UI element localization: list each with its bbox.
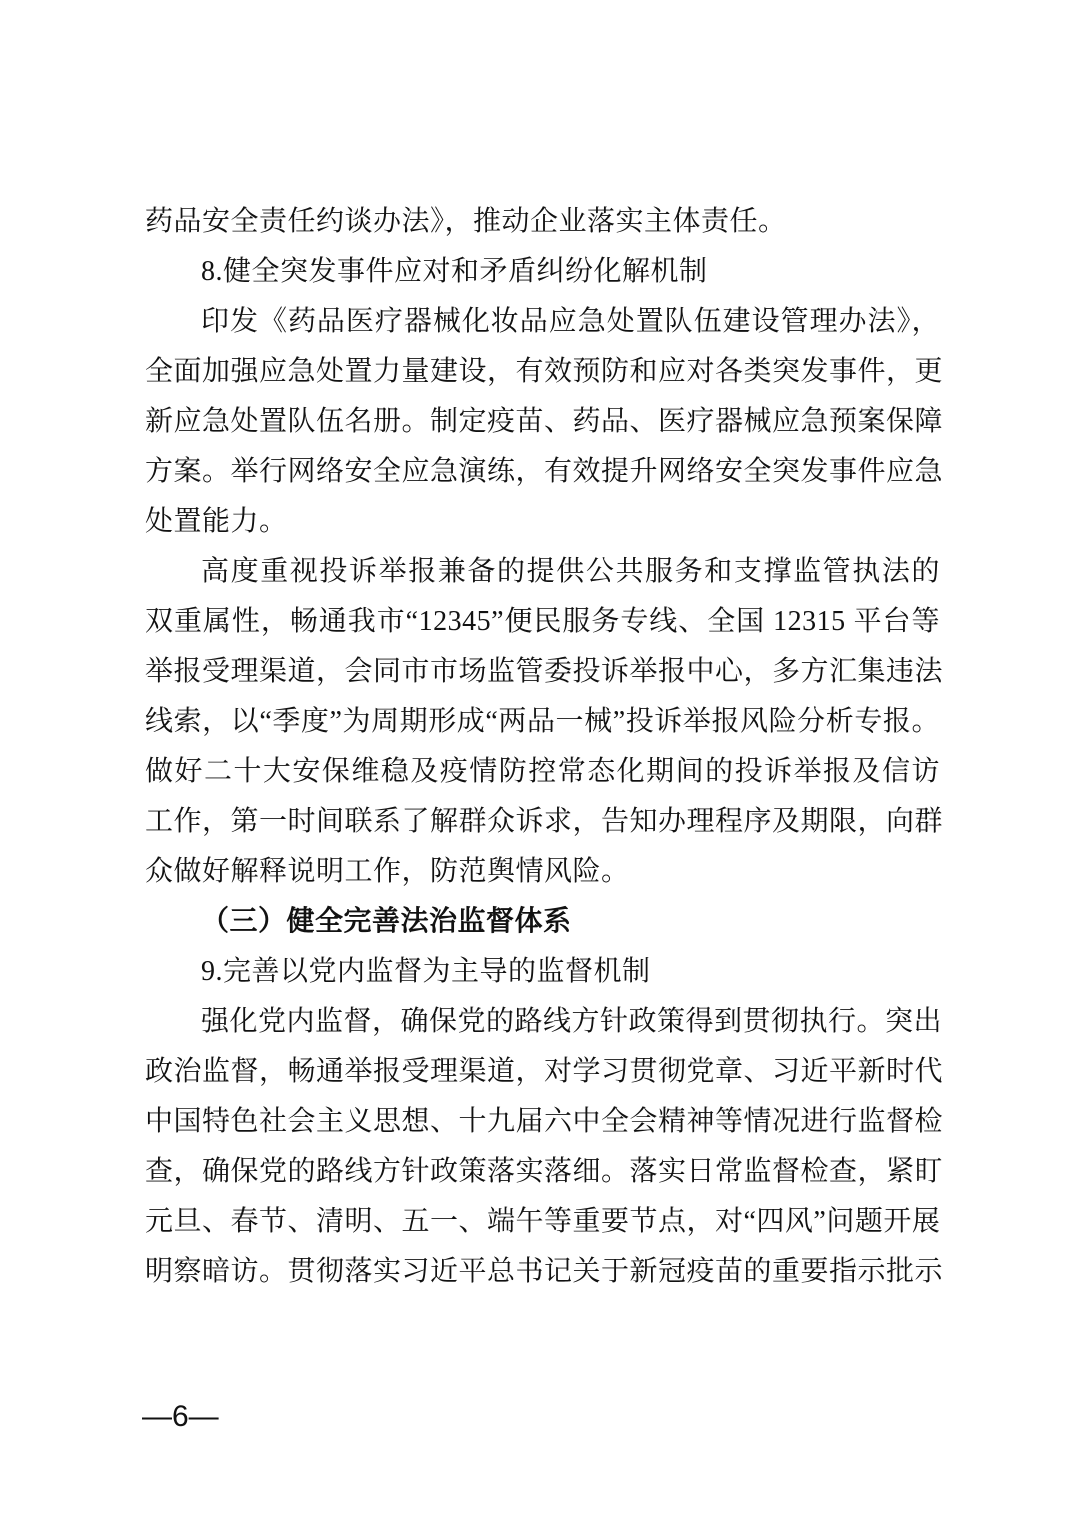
page-number: —6— bbox=[142, 1400, 219, 1433]
text-line: 明察暗访。贯彻落实习近平总书记关于新冠疫苗的重要指示批示 bbox=[145, 1256, 944, 1287]
text-line: 政治监督，畅通举报受理渠道，对学习贯彻党章、习近平新时代 bbox=[145, 1056, 944, 1087]
text-line: 高度重视投诉举报兼备的提供公共服务和支撑监管执法的 bbox=[201, 556, 940, 587]
text-line: 查，确保党的路线方针政策落实落细。落实日常监督检查，紧盯 bbox=[145, 1156, 944, 1187]
text-line: 强化党内监督，确保党的路线方针政策得到贯彻执行。突出 bbox=[201, 1006, 943, 1037]
text-line: 中国特色社会主义思想、十九届六中全会精神等情况进行监督检 bbox=[145, 1106, 944, 1137]
text-line: 线索，以“季度”为周期形成“两品一械”投诉举报风险分析专报。 bbox=[145, 706, 940, 737]
text-line: 9.完善以党内监督为主导的监督机制 bbox=[201, 956, 651, 987]
text-line: 元旦、春节、清明、五一、端午等重要节点，对“四风”问题开展 bbox=[145, 1206, 941, 1237]
text-line: 做好二十大安保维稳及疫情防控常态化期间的投诉举报及信访 bbox=[145, 756, 940, 787]
text-line: 众做好解释说明工作，防范舆情风险。 bbox=[145, 856, 630, 887]
text-line: （三）健全完善法治监督体系 bbox=[201, 906, 572, 937]
text-line: 工作，第一时间联系了解群众诉求，告知办理程序及期限，向群 bbox=[145, 806, 944, 837]
text-line: 药品安全责任约谈办法》，推动企业落实主体责任。 bbox=[145, 206, 787, 237]
text-line: 印发《药品医疗器械化妆品应急处置队伍建设管理办法》， bbox=[201, 306, 940, 337]
text-line: 新应急处置队伍名册。制定疫苗、药品、医疗器械应急预案保障 bbox=[145, 406, 944, 437]
document-body bbox=[145, 197, 944, 1297]
text-line: 双重属性，畅通我市“12345”便民服务专线、全国 12315 平台等 bbox=[145, 606, 940, 637]
text-line: 处置能力。 bbox=[145, 506, 288, 537]
text-line: 方案。举行网络安全应急演练，有效提升网络安全突发事件应急 bbox=[145, 456, 944, 487]
text-line: 8.健全突发事件应对和矛盾纠纷化解机制 bbox=[201, 256, 708, 287]
text-line: 举报受理渠道，会同市市场监管委投诉举报中心，多方汇集违法 bbox=[145, 656, 944, 687]
text-line: 全面加强应急处置力量建设，有效预防和应对各类突发事件，更 bbox=[145, 356, 944, 387]
